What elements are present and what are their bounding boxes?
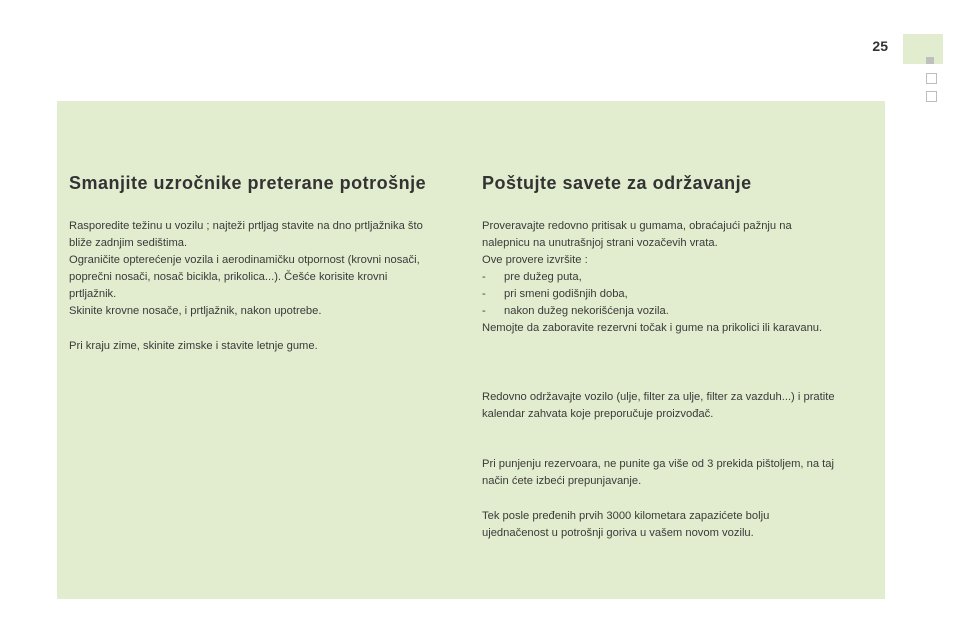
text-line: Proveravajte redovno pritisak u gumama, obraćajući pažnju na bbox=[482, 220, 792, 232]
list-text: pre dužeg puta, bbox=[504, 271, 582, 283]
content-panel bbox=[57, 101, 885, 599]
tab-marker-empty-1 bbox=[926, 73, 937, 84]
list-dash: - bbox=[482, 305, 486, 317]
text-line: Tek posle pređenih prvih 3000 kilometara zapazićete bolju bbox=[482, 510, 770, 522]
list-dash: - bbox=[482, 288, 486, 300]
section-tab bbox=[903, 34, 943, 64]
right-column bbox=[482, 173, 882, 542]
left-column bbox=[69, 173, 469, 355]
text-line: Pri punjenju rezervoara, ne punite ga više od 3 prekida pištoljem, na taj bbox=[482, 458, 834, 470]
list-dash: - bbox=[482, 271, 486, 283]
tab-marker-filled bbox=[926, 57, 934, 64]
list-text: nakon dužeg nekorišćenja vozila. bbox=[504, 305, 669, 317]
list-item bbox=[482, 303, 882, 320]
text-line: Redovno održavajte vozilo (ulje, filter za ulje, filter za vazduh...) i pratite bbox=[482, 391, 835, 403]
right-paragraph-2 bbox=[482, 389, 882, 423]
list-item bbox=[482, 269, 882, 286]
text-line: Skinite krovne nosače, i prtljažnik, nakon upotrebe. bbox=[69, 305, 322, 317]
text-line: ujednačenost u potrošnji goriva u vašem novom vozilu. bbox=[482, 527, 754, 539]
text-line: prtljažnik. bbox=[69, 288, 117, 300]
left-paragraph-2: Pri kraju zime, skinite zimske i stavite letnje gume. bbox=[69, 340, 318, 352]
text-line: Rasporedite težinu u vozilu ; najteži prtljag stavite na dno prtljažnika što bbox=[69, 220, 423, 232]
text-line: Nemojte da zaboravite rezervni točak i gume na prikolici ili karavanu. bbox=[482, 322, 823, 334]
text-line: kalendar zahvata koje preporučuje proizvođač. bbox=[482, 408, 714, 420]
text-line: bliže zadnjim sedištima. bbox=[69, 237, 188, 249]
right-paragraph-1 bbox=[482, 218, 882, 337]
text-line: poprečni nosači, nosač bicikla, prikolica...). Češće korisite krovni bbox=[69, 271, 388, 283]
text-line: nalepnicu na unutrašnjoj strani vozačevih vrata. bbox=[482, 237, 718, 249]
list-item bbox=[482, 286, 882, 303]
right-paragraph-4 bbox=[482, 508, 882, 542]
list-text: pri smeni godišnjih doba, bbox=[504, 288, 628, 300]
text-line: Ograničite opterećenje vozila i aerodinamičku otpornost (krovni nosači, bbox=[69, 254, 420, 266]
tab-marker-empty-2 bbox=[926, 91, 937, 102]
right-heading: Poštujte savete za održavanje bbox=[482, 173, 752, 193]
left-paragraph-1 bbox=[69, 218, 469, 320]
right-paragraph-3 bbox=[482, 456, 882, 490]
left-heading: Smanjite uzročnike preterane potrošnje bbox=[69, 173, 427, 193]
text-line: Ove provere izvršite : bbox=[482, 254, 588, 266]
text-line: način ćete izbeći prepunjavanje. bbox=[482, 475, 642, 487]
page-number: 25 bbox=[872, 38, 888, 54]
